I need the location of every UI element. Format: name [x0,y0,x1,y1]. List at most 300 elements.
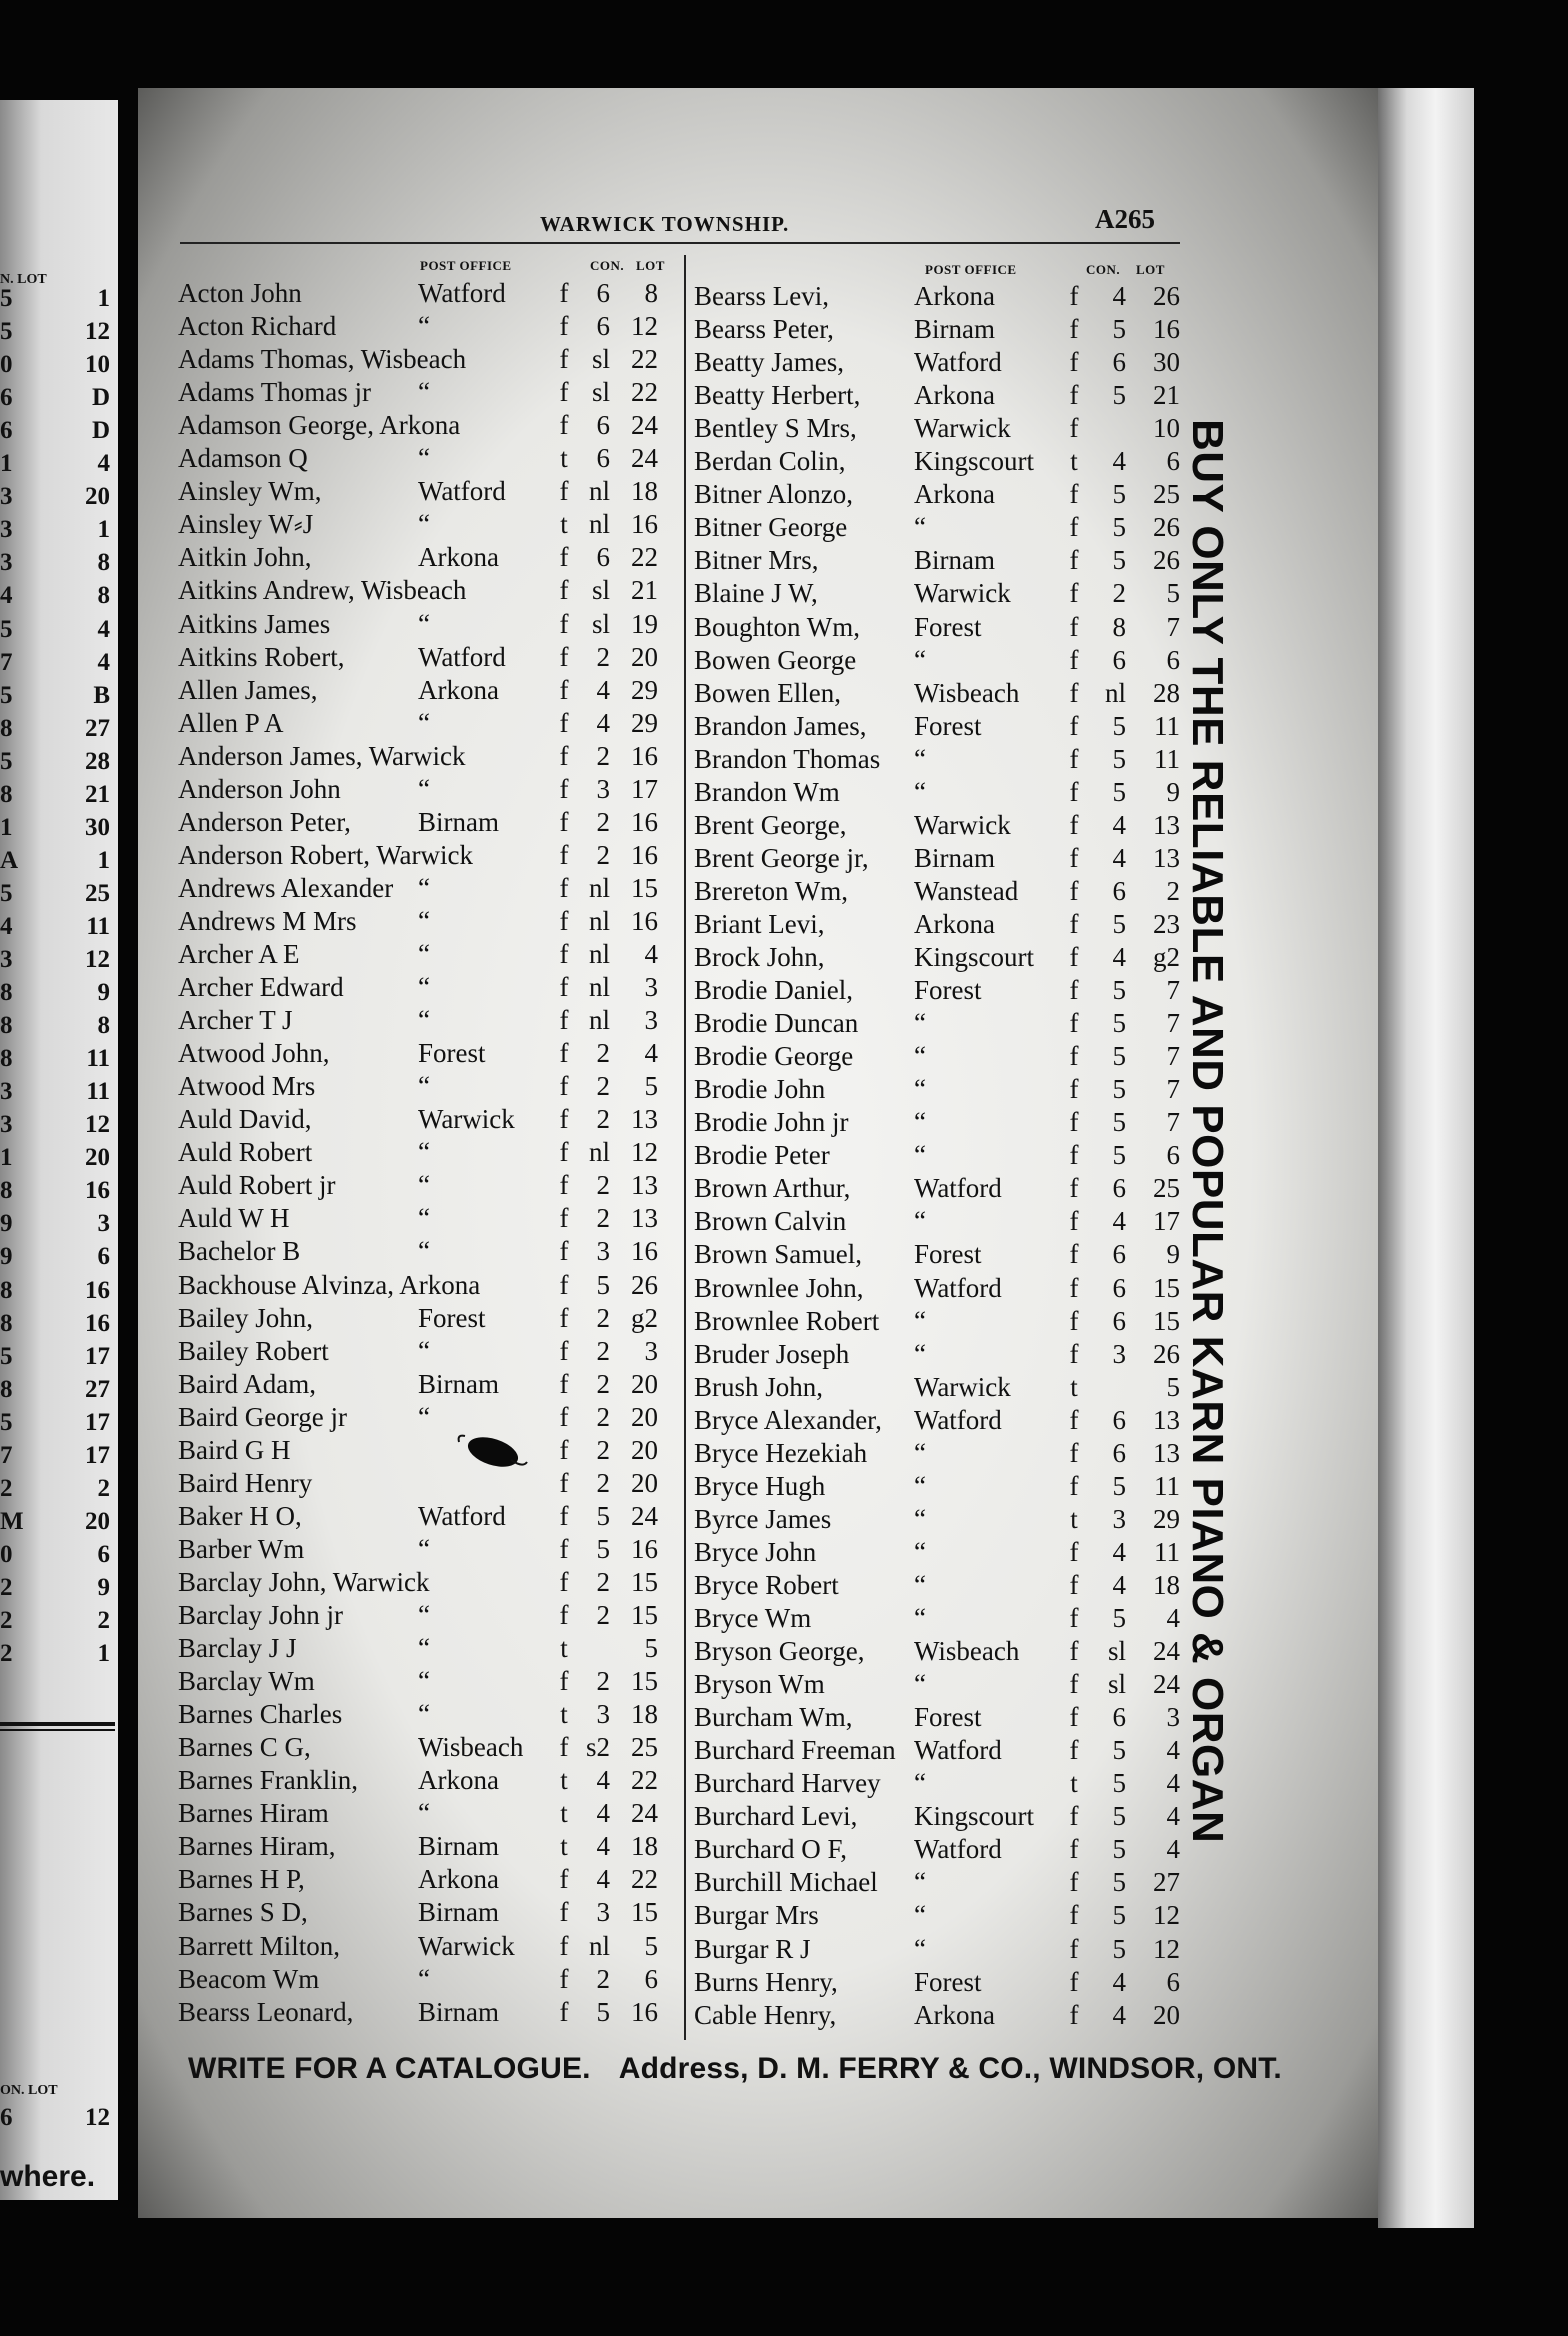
entry-name: Beatty Herbert, [694,380,861,411]
fragment-row: 5 17 [0,1408,110,1436]
entry-post-office: “ [418,1798,430,1829]
entry-tenure: f [1069,347,1079,378]
entry-post-office: Wanstead [914,875,1019,906]
entry-concession: 2 [596,1203,610,1234]
entry-concession: 5 [1112,479,1126,510]
entry-lot: 29 [631,674,658,705]
entry-lot: g2 [1153,942,1180,972]
entry-tenure: f [559,1302,569,1333]
entry-tenure: t [560,1633,568,1664]
entry-name: Brown Arthur, [694,1173,851,1204]
entry-tenure: f [1069,413,1079,444]
entry-tenure: f [1069,710,1079,741]
entry-lot: 20 [631,641,658,672]
entry-name: Byrce James [694,1503,832,1534]
entry-name: Barclay Wm [178,1666,315,1697]
fragment-row: 8 8 [0,1012,110,1040]
entry-concession: sl [591,377,610,408]
entry-name: Brush John, [694,1371,824,1402]
entry-concession: 6 [596,410,610,441]
entry-post-office: “ [418,773,430,804]
entry-lot: 20 [631,1401,658,1432]
entry-lot: 16 [631,1533,658,1564]
fragment-row: 4 8 [0,582,110,610]
entry-name: Baird Henry [178,1467,313,1498]
entry-post-office: “ [418,872,430,903]
entry-tenure: f [559,542,569,573]
entry-tenure: f [1069,1834,1079,1865]
entry-tenure: t [560,1699,568,1730]
entry-tenure: f [1069,1140,1079,1171]
entry-name: Barnes S D, [178,1897,308,1928]
fragment-row: 9 3 [0,1210,110,1238]
entry-post-office: Forest [914,1239,982,1270]
entry-lot: 16 [631,740,658,771]
fragment-footer-header: ON. LOT [0,2083,58,2098]
fragment-row: 4 11 [0,912,110,940]
entry-tenure: f [1069,1206,1079,1237]
entry-concession: 2 [596,806,610,837]
entry-concession: 2 [596,641,610,672]
entry-tenure: f [559,1533,569,1564]
fragment-row: 3 12 [0,1111,110,1139]
entry-lot: 4 [1166,1603,1180,1633]
fragment-row: 5 1 [0,285,110,312]
entry-post-office: Arkona [914,908,995,939]
entry-lot: 5 [644,1071,658,1102]
entry-name: Aitkins Andrew, Wisbeach [178,575,467,606]
entry-lot: 24 [631,443,658,474]
entry-post-office: Arkona [914,1999,995,2030]
entry-post-office: Birnam [418,1897,499,1928]
footer-advertisement [188,2052,1282,2086]
entry-tenure: f [559,905,569,936]
entry-lot: 13 [1153,842,1180,873]
entry-concession: 4 [1112,842,1126,873]
fragment-row: 3 11 [0,1078,110,1106]
entry-concession: 2 [596,1302,610,1333]
entry-name: Bentley S Mrs, [694,413,857,444]
entry-concession: nl [588,1930,610,1961]
entry-post-office: “ [418,1005,430,1036]
entry-lot: 6 [1166,1966,1180,1997]
entry-name: Burchard Harvey [694,1768,881,1799]
entry-tenure: f [1069,1272,1079,1303]
entry-name: Anderson Peter, [178,806,351,837]
entry-tenure: f [559,1963,569,1994]
entry-tenure: f [559,1434,569,1465]
entry-concession: sl [1107,1669,1126,1700]
entry-concession: 2 [596,1666,610,1697]
entry-lot: 15 [631,1600,658,1630]
entry-tenure: f [1069,875,1079,906]
entry-lot: 4 [1166,1735,1180,1766]
entry-name: Anderson Robert, Warwick [178,839,474,870]
right-lot-header: LOT [1136,262,1165,277]
entry-lot: 16 [631,1996,658,2027]
entry-name: Adamson George, Arkona [178,410,461,441]
entry-lot: 11 [1154,1536,1180,1567]
entry-lot: 4 [644,939,658,969]
entry-concession: 5 [1112,1140,1126,1171]
entry-concession: 6 [1112,1272,1126,1303]
entry-concession: 3 [1112,1503,1126,1534]
entry-post-office: “ [418,1699,430,1730]
entry-concession: 5 [1112,908,1126,939]
entry-tenure: f [559,707,569,738]
entry-name: Ainsley W⸗J [178,509,314,540]
entry-post-office: Birnam [914,545,995,576]
entry-concession: 6 [596,542,610,573]
entry-tenure: f [559,1335,569,1366]
fragment-row: 9 6 [0,1243,110,1271]
entry-lot: 8 [644,278,658,308]
entry-post-office: “ [418,1666,430,1697]
entry-post-office: Watford [914,347,1002,378]
entry-concession: 6 [1112,1404,1126,1435]
entry-lot: 9 [1166,776,1180,807]
entry-concession: 5 [596,1500,610,1531]
entry-name: Baker H O, [178,1500,302,1531]
entry-name: Bowen George [694,644,857,675]
fragment-row: 3 12 [0,946,110,973]
entry-tenure: t [1070,1371,1078,1402]
entry-lot: 28 [1153,677,1180,708]
entry-lot: 26 [631,1269,658,1300]
entry-concession: sl [1107,1636,1126,1667]
entry-lot: 22 [631,344,658,375]
entry-tenure: f [1069,1669,1079,1700]
entry-concession: 5 [1112,1107,1126,1138]
entry-name: Ainsley Wm, [178,476,322,507]
entry-post-office: “ [418,311,430,342]
fragment-row: 0 10 [0,351,110,379]
entry-tenure: f [559,1104,569,1135]
entry-post-office: Forest [914,1966,982,1997]
entry-concession: nl [588,509,610,540]
entry-tenure: f [559,1401,569,1432]
entry-name: Bailey John, [178,1302,313,1333]
entry-lot: 16 [631,839,658,870]
entry-concession: 4 [1112,281,1126,311]
entry-lot: 4 [1166,1801,1180,1832]
entry-name: Auld W H [178,1203,290,1234]
entry-name: Berdan Colin, [694,446,846,477]
fragment-row: 8 27 [0,1375,110,1403]
fragment-row: 6 D [0,384,110,412]
entry-post-office: “ [418,905,430,936]
entry-post-office: “ [418,377,430,408]
entry-post-office: “ [418,1203,430,1234]
entry-tenure: f [1069,1437,1079,1468]
entry-concession: nl [588,1005,610,1036]
entry-post-office: Watford [914,1173,1002,1204]
entry-lot: 15 [1153,1305,1180,1336]
entry-concession: 4 [1112,809,1126,840]
entry-post-office: Kingscourt [914,1801,1034,1832]
entry-post-office: “ [914,1305,926,1336]
entry-post-office: “ [914,644,926,675]
entry-name: Burchard Freeman [694,1735,896,1766]
entry-concession: 5 [1112,743,1126,774]
entry-tenure: f [559,1467,569,1498]
entry-name: Anderson John [178,773,341,804]
entry-post-office: “ [914,1470,926,1501]
entry-name: Anderson James, Warwick [178,740,466,771]
entry-lot: 5 [1166,578,1180,609]
entry-tenure: f [1069,942,1079,972]
entry-post-office: Watford [418,641,506,672]
entry-concession: 5 [1112,314,1126,345]
entry-concession: 4 [1112,942,1126,972]
entry-name: Bachelor B [178,1236,301,1267]
entry-concession: 4 [596,707,610,738]
entry-post-office: Forest [418,1038,486,1069]
entry-concession: 4 [596,1831,610,1862]
entry-tenure: t [560,509,568,540]
entry-lot: 22 [631,1765,658,1796]
entry-post-office: Birnam [418,1996,499,2027]
entry-name: Bryson Wm [694,1669,825,1700]
entry-post-office: Birnam [418,1368,499,1399]
entry-name: Brock John, [694,942,825,972]
entry-tenure: f [1069,1603,1079,1633]
fragment-row: 3 20 [0,483,110,511]
entry-lot: 13 [631,1170,658,1201]
entry-tenure: f [559,1500,569,1531]
entry-tenure: t [1070,1768,1078,1799]
entry-tenure: f [1069,1404,1079,1435]
entry-concession: 4 [596,1864,610,1895]
entry-post-office: Forest [914,975,982,1006]
entry-post-office: Wisbeach [418,1732,524,1763]
fragment-row: 3 8 [0,549,110,577]
entry-tenure: f [559,674,569,705]
entry-post-office: Watford [914,1834,1002,1865]
fragment-row: 8 16 [0,1177,110,1205]
entry-name: Brandon Wm [694,776,840,807]
entry-lot: 24 [631,1500,658,1531]
entry-lot: 20 [1153,1999,1180,2030]
fragment-row: 7 17 [0,1441,110,1469]
entry-name: Brandon James, [694,710,867,741]
entry-name: Atwood Mrs [178,1071,316,1102]
entry-post-office: Forest [914,1702,982,1733]
entry-tenure: f [1069,1536,1079,1567]
entry-concession: nl [588,476,610,507]
entry-post-office: Arkona [418,674,499,705]
entry-post-office: “ [914,1107,926,1138]
entry-lot: 10 [1153,413,1180,444]
entry-name: Brown Samuel, [694,1239,862,1270]
entry-tenure: f [559,1897,569,1928]
entry-lot: 3 [1166,1702,1180,1733]
page-title: WARWICK TOWNSHIP. [540,212,790,236]
entry-tenure: f [1069,1636,1079,1667]
entry-tenure: f [1069,1008,1079,1039]
entry-concession: 2 [596,839,610,870]
entry-lot: 18 [631,1699,658,1730]
entry-name: Brodie Peter [694,1140,830,1171]
entry-concession: sl [591,344,610,375]
entry-lot: 26 [1153,1338,1180,1369]
entry-tenure: f [559,1566,569,1597]
entry-tenure: f [559,641,569,672]
entry-concession: 4 [1112,1999,1126,2030]
entry-concession: 5 [1112,1470,1126,1501]
entry-post-office: Warwick [914,809,1011,840]
entry-name: Andrews M Mrs [178,905,357,936]
entry-tenure: f [559,1203,569,1234]
entry-post-office: Kingscourt [914,942,1034,972]
entry-post-office: Forest [914,611,982,642]
right-con-header: CON. [1086,262,1121,277]
entry-concession: 6 [596,443,610,474]
entry-lot: 3 [644,1005,658,1036]
entry-name: Baird G H [178,1434,291,1465]
entry-name: Burchard Levi, [694,1801,858,1832]
entry-concession: 6 [1112,1702,1126,1733]
entry-lot: 17 [1153,1206,1180,1237]
entry-tenure: f [559,740,569,771]
fragment-row: 5 B [0,681,110,709]
fragment-row: 2 9 [0,1573,110,1601]
entry-lot: 13 [1153,1404,1180,1435]
entry-lot: 16 [631,509,658,540]
entry-tenure: f [559,972,569,1003]
entry-name: Adamson Q [178,443,308,474]
ink-blot [455,1432,530,1476]
entry-lot: 9 [1166,1239,1180,1270]
entry-lot: 7 [1166,1107,1180,1138]
entry-concession: 2 [596,1071,610,1102]
entry-tenure: f [559,839,569,870]
entry-concession: 3 [596,1699,610,1730]
entry-concession: 5 [1112,975,1126,1006]
entry-name: Barnes Hiram [178,1798,329,1829]
entry-name: Barclay John, Warwick [178,1566,430,1597]
column-divider [684,255,686,2040]
entry-concession: 6 [1112,1173,1126,1204]
entry-post-office: Arkona [914,281,995,311]
entry-name: Burcham Wm, [694,1702,853,1733]
entry-name: Bearss Peter, [694,314,834,345]
fragment-row: 5 12 [0,318,110,346]
entry-name: Barclay John jr [178,1600,343,1630]
entry-name: Backhouse Alvinza, Arkona [178,1269,481,1300]
entry-lot: 11 [1154,710,1180,741]
entry-lot: 25 [1153,479,1180,510]
entry-name: Barnes Franklin, [178,1765,358,1796]
entry-post-office: Watford [914,1735,1002,1766]
entry-name: Bryce Hezekiah [694,1437,868,1468]
entry-lot: 21 [1153,380,1180,411]
entry-post-office: “ [914,1933,926,1964]
fragment-row: 1 4 [0,450,110,478]
fragment-column-header: N. LOT [0,272,47,287]
entry-name: Brown Calvin [694,1206,847,1237]
entry-name: Adams Thomas jr [178,377,371,408]
entry-post-office: Arkona [914,479,995,510]
fragment-row: 6 D [0,417,110,445]
entry-post-office: “ [914,1008,926,1039]
entry-lot: 3 [644,972,658,1003]
entry-post-office: “ [914,1768,926,1799]
entry-post-office: “ [914,1536,926,1567]
entry-concession: 5 [1112,776,1126,807]
footer-ad-catalogue: WRITE FOR A CATALOGUE. [188,2052,591,2085]
entry-post-office: Kingscourt [914,446,1034,477]
entry-tenure: f [1069,1074,1079,1105]
entry-name: Boughton Wm, [694,611,861,642]
right-post-office-header: POST OFFICE [925,262,1017,277]
entry-post-office: Arkona [418,1864,499,1895]
entry-name: Archer Edward [178,972,344,1003]
entry-concession: 6 [596,311,610,342]
entry-name: Bryce Wm [694,1603,812,1633]
entry-lot: 29 [1153,1503,1180,1534]
entry-tenure: f [1069,842,1079,873]
entry-tenure: f [559,377,569,408]
entry-post-office: Birnam [914,842,995,873]
entry-post-office: “ [418,1236,430,1267]
entry-tenure: f [1069,611,1079,642]
entry-tenure: f [559,939,569,969]
entry-name: Brownlee Robert [694,1305,880,1336]
entry-tenure: f [1069,743,1079,774]
entry-post-office: Warwick [914,413,1011,444]
entry-concession: nl [1104,677,1126,708]
entry-lot: 18 [631,476,658,507]
entry-post-office: Wisbeach [914,1636,1020,1667]
entry-lot: 25 [1153,1173,1180,1204]
header-rule [180,242,1180,244]
entry-name: Barrett Milton, [178,1930,340,1961]
entry-concession: 4 [1112,446,1126,477]
entry-tenure: f [559,1137,569,1168]
entry-lot: 4 [1166,1834,1180,1865]
entry-post-office: “ [914,1437,926,1468]
entry-lot: 27 [1153,1867,1180,1898]
entry-name: Aitkin John, [178,542,312,573]
entry-tenure: f [1069,677,1079,708]
fragment-row: 8 21 [0,780,110,808]
entry-tenure: f [1069,380,1079,411]
fragment-row: 1 20 [0,1144,110,1172]
entry-lot: g2 [631,1302,658,1333]
entry-post-office: “ [914,1669,926,1700]
left-post-office-header: POST OFFICE [420,258,512,273]
entry-lot: 24 [1153,1636,1180,1667]
entry-tenure: f [559,410,569,441]
entry-post-office: Birnam [914,314,995,345]
entry-post-office: “ [418,443,430,474]
fragment-row: 8 11 [0,1045,110,1073]
entry-lot: 22 [631,1864,658,1895]
entry-tenure: f [1069,1867,1079,1898]
entry-name: Brent George, [694,809,847,840]
fragment-row: 1 30 [0,813,110,841]
entry-name: Aitkins James [178,608,331,639]
entry-name: Burchill Michael [694,1867,878,1898]
entry-concession: s2 [585,1732,610,1763]
entry-lot: 5 [1166,1371,1180,1402]
entry-concession: 6 [1112,875,1126,906]
entry-tenure: f [1069,1338,1079,1369]
entry-lot: 4 [1166,1768,1180,1799]
entry-lot: 20 [631,1467,658,1498]
entry-post-office: Birnam [418,1831,499,1862]
